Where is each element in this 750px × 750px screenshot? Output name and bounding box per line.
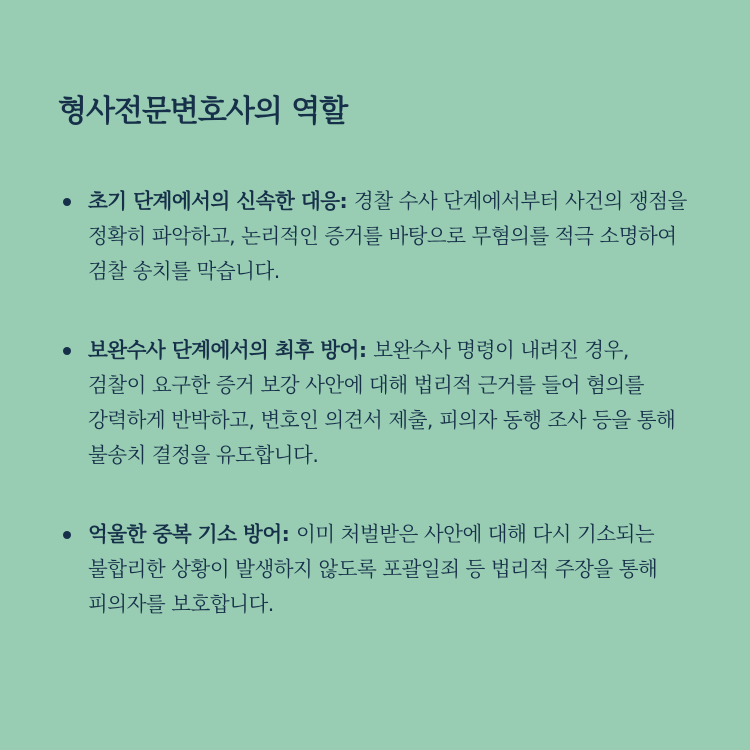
bullet-icon — [63, 531, 71, 539]
item-lead: 억울한 중복 기소 방어: — [88, 522, 296, 546]
item-lead: 보완수사 단계에서의 최후 방어: — [88, 338, 374, 362]
role-list — [58, 184, 690, 622]
bullet-icon — [63, 198, 71, 206]
item-text: 경찰 수사 단계에서부터 사건의 쟁점을 정확히 파악하고, 논리적인 증거를 바탕으로 무혐의를 적극 소명하여 검찰 송치를 막습니다. — [88, 189, 687, 283]
list-item — [58, 517, 690, 622]
bullet-icon — [63, 347, 71, 355]
item-text: 보완수사 명령이 내려진 경우, 검찰이 요구한 증거 보강 사안에 대해 법리적 근거를 들어 혐의를 강력하게 반박하고, 변호인 의견서 제출, 피의자 동행 조사 등을 통해 불송치 결정을 유도합니다. — [88, 338, 676, 467]
item-lead: 초기 단계에서의 신속한 대응: — [88, 189, 354, 213]
page-title: 형사전문변호사의 역할 — [58, 94, 348, 129]
list-item — [58, 184, 690, 289]
item-text: 이미 처벌받은 사안에 대해 다시 기소되는 불합리한 상황이 발생하지 않도록 포괄일죄 등 법리적 주장을 통해 피의자를 보호합니다. — [88, 522, 658, 616]
list-item — [58, 333, 690, 473]
